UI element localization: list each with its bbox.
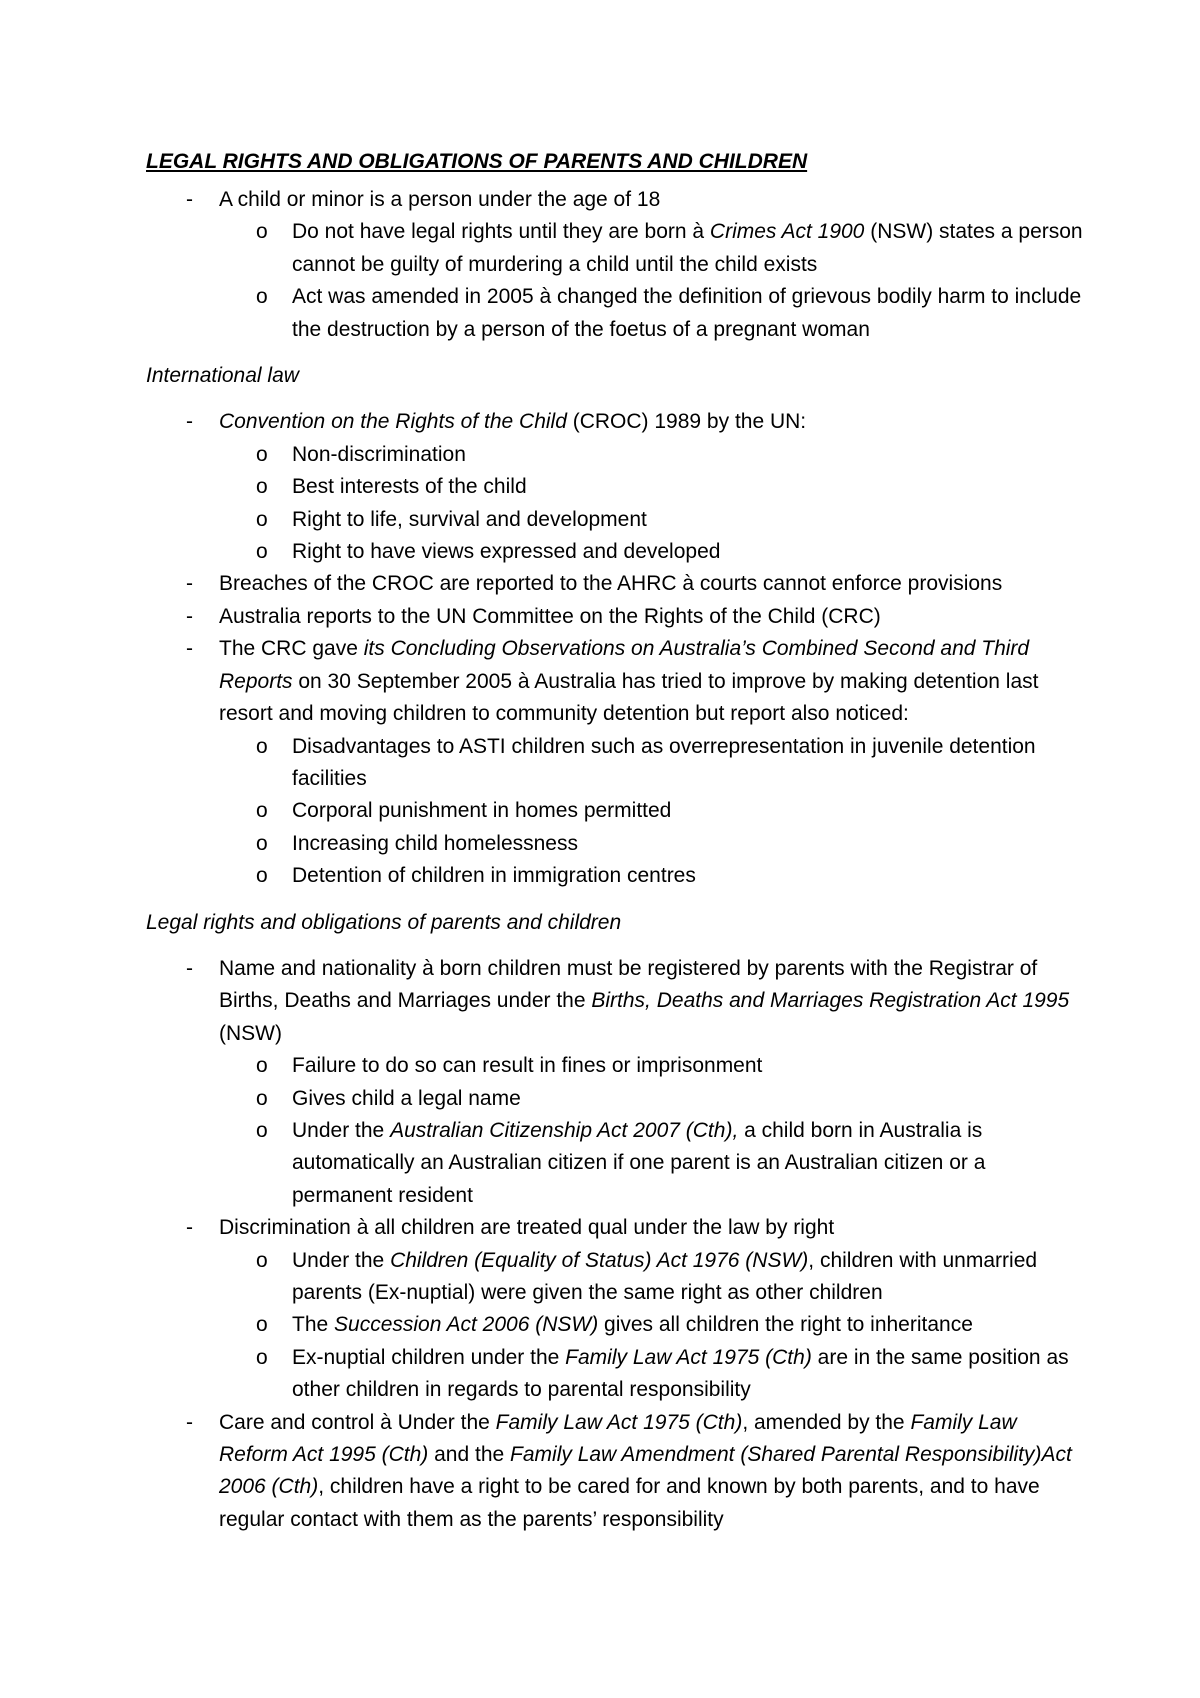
list-item: o Corporal punishment in homes permitted bbox=[146, 795, 1086, 827]
circle-bullet: o bbox=[256, 507, 268, 531]
list-item: o Best interests of the child bbox=[146, 471, 1086, 503]
list-item: o Ex-nuptial children under the Family Law Act 1975 (Cth) are in the same position as other children in regards to parental responsibility bbox=[146, 1342, 1086, 1407]
section-legal-rights-list bbox=[146, 953, 1086, 1536]
list-item: - Convention on the Rights of the Child (CROC) 1989 by the UN: bbox=[146, 406, 1086, 438]
circle-bullet: o bbox=[256, 799, 268, 823]
list-item: o Act was amended in 2005 à changed the definition of grievous bodily harm to include the destruction by a person of the foetus of a pregnant woman bbox=[146, 281, 1086, 346]
heading-legal-rights: Legal rights and obligations of parents and children bbox=[146, 910, 622, 934]
section-intro-list bbox=[146, 184, 1086, 346]
list-item: o Failure to do so can result in fines or imprisonment bbox=[146, 1050, 1086, 1082]
dash-bullet: - bbox=[186, 956, 193, 980]
list-item: o Right to have views expressed and developed bbox=[146, 536, 1086, 568]
list-item: - The CRC gave its Concluding Observations on Australia’s Combined Second and Third Reports on 30 September 2005 à Australia has tried to improve by making detention last resort and moving children to community detention but report also noticed: bbox=[146, 633, 1086, 730]
circle-bullet: o bbox=[256, 475, 268, 499]
list-item: - A child or minor is a person under the age of 18 bbox=[146, 184, 1086, 216]
list-item: o Under the Australian Citizenship Act 2007 (Cth), a child born in Australia is automatically an Australian citizen if one parent is an Australian citizen or a permanent resident bbox=[146, 1115, 1086, 1212]
list-item: o Non-discrimination bbox=[146, 439, 1086, 471]
circle-bullet: o bbox=[256, 442, 268, 466]
list-item: - Australia reports to the UN Committee on the Rights of the Child (CRC) bbox=[146, 601, 1086, 633]
circle-bullet: o bbox=[256, 540, 268, 564]
circle-bullet: o bbox=[256, 1313, 268, 1337]
list-item: - Breaches of the CROC are reported to the AHRC à courts cannot enforce provisions bbox=[146, 568, 1086, 600]
list-item: o Do not have legal rights until they are born à Crimes Act 1900 (NSW) states a person cannot be guilty of murdering a child until the child exists bbox=[146, 216, 1086, 281]
circle-bullet: o bbox=[256, 285, 268, 309]
list-item: o Disadvantages to ASTI children such as overrepresentation in juvenile detention facilities bbox=[146, 731, 1086, 796]
list-item: o Increasing child homelessness bbox=[146, 828, 1086, 860]
dash-bullet: - bbox=[186, 637, 193, 661]
circle-bullet: o bbox=[256, 1118, 268, 1142]
dash-bullet: - bbox=[186, 604, 193, 628]
circle-bullet: o bbox=[256, 864, 268, 888]
dash-bullet: - bbox=[186, 1216, 193, 1240]
list-item: - Care and control à Under the Family Law Act 1975 (Cth), amended by the Family Law Reform Act 1995 (Cth) and the Family Law Amendment (Shared Parental Responsibility)Act 2006 (Cth), children have a right to be cared for and known by both parents, and to have regular contact with them as the parents’ responsibility bbox=[146, 1407, 1086, 1537]
heading-international-law: International law bbox=[146, 364, 299, 388]
list-item: o Right to life, survival and development bbox=[146, 504, 1086, 536]
circle-bullet: o bbox=[256, 1086, 268, 1110]
circle-bullet: o bbox=[256, 220, 268, 244]
list-item: o Detention of children in immigration centres bbox=[146, 860, 1086, 892]
list-item: - Discrimination à all children are treated qual under the law by right bbox=[146, 1212, 1086, 1244]
document-page bbox=[146, 146, 1086, 1536]
dash-bullet: - bbox=[186, 410, 193, 434]
list-item: o The Succession Act 2006 (NSW) gives all children the right to inheritance bbox=[146, 1309, 1086, 1341]
list-item: - Name and nationality à born children must be registered by parents with the Registrar of Births, Deaths and Marriages under the Births, Deaths and Marriages Registration Act 1995 (NSW) bbox=[146, 953, 1086, 1050]
circle-bullet: o bbox=[256, 1248, 268, 1272]
list-item: o Under the Children (Equality of Status) Act 1976 (NSW), children with unmarried parents (Ex-nuptial) were given the same right as other children bbox=[146, 1245, 1086, 1310]
list-item: o Gives child a legal name bbox=[146, 1083, 1086, 1115]
dash-bullet: - bbox=[186, 188, 193, 211]
circle-bullet: o bbox=[256, 1054, 268, 1078]
document-title: LEGAL RIGHTS AND OBLIGATIONS OF PARENTS AND CHILDREN bbox=[146, 150, 808, 173]
circle-bullet: o bbox=[256, 734, 268, 758]
circle-bullet: o bbox=[256, 831, 268, 855]
circle-bullet: o bbox=[256, 1345, 268, 1369]
dash-bullet: - bbox=[186, 572, 193, 596]
section-international-list bbox=[146, 406, 1086, 892]
dash-bullet: - bbox=[186, 1410, 193, 1434]
